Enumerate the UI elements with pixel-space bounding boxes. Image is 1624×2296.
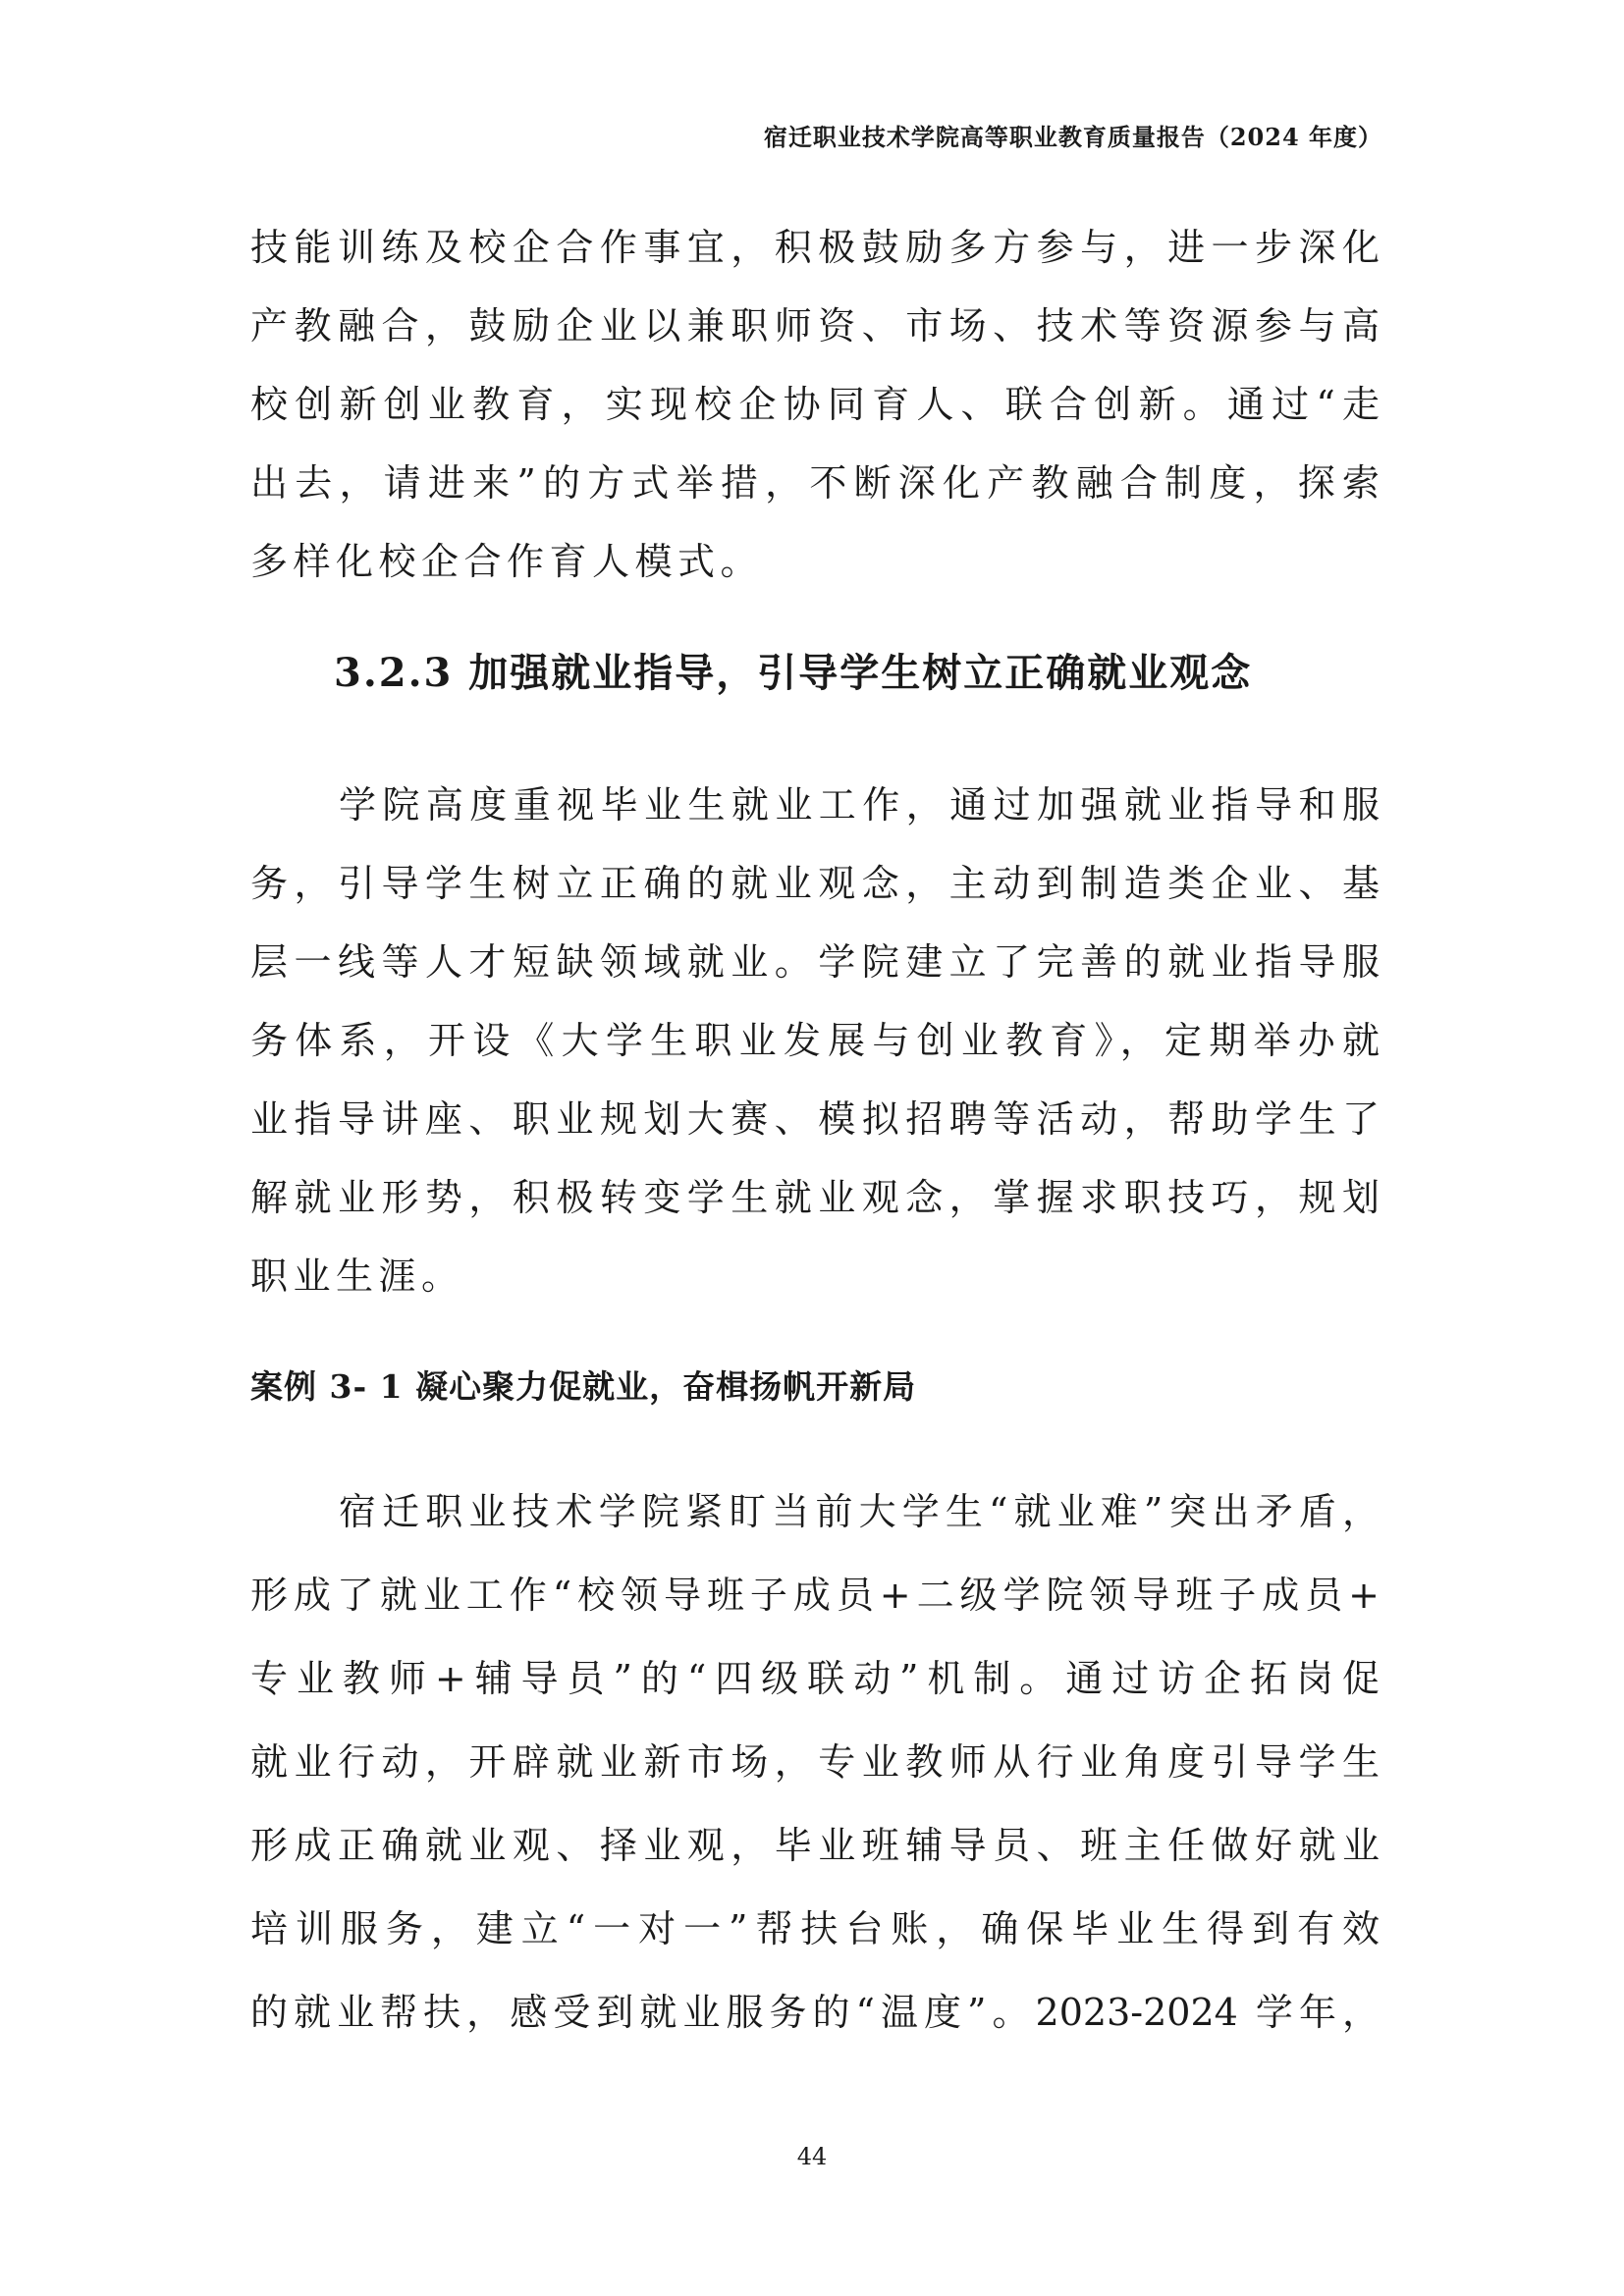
paragraph-3-line-2: 形成了就业工作“校领导班子成员+二级学院领导班子成员+: [250, 1574, 1380, 1617]
paragraph-3-line-1: 宿迁职业技术学院紧盯当前大学生“就业难”突出矛盾，: [339, 1490, 1380, 1533]
paragraph-3-line-5: 形成正确就业观、择业观，毕业班辅导员、班主任做好就业: [250, 1824, 1380, 1867]
page-number: 44: [796, 2143, 828, 2170]
paragraph-3-line-3: 专业教师+辅导员”的“四级联动”机制。通过访企拓岗促: [250, 1657, 1380, 1700]
section-heading: 3.2.3 加强就业指导，引导学生树立正确就业观念: [334, 650, 1253, 696]
paragraph-1-line-3: 校创新创业教育，实现校企协同育人、联合创新。通过“走: [250, 383, 1380, 426]
paragraph-2-line-2: 务，引导学生树立正确的就业观念，主动到制造类企业、基: [250, 862, 1380, 905]
paragraph-2-line-6: 解就业形势，积极转变学生就业观念，掌握求职技巧，规划: [250, 1176, 1380, 1219]
paragraph-3-line-7: 的就业帮扶，感受到就业服务的“温度”。2023-2024 学年，: [250, 1991, 1380, 2034]
report-header: 宿迁职业技术学院高等职业教育质量报告（2024 年度）: [763, 123, 1382, 151]
paragraph-2-line-5: 业指导讲座、职业规划大赛、模拟招聘等活动，帮助学生了: [250, 1097, 1380, 1141]
case-title: 案例 3- 1 凝心聚力促就业，奋楫扬帆开新局: [250, 1367, 917, 1406]
paragraph-2-line-3: 层一线等人才短缺领域就业。学院建立了完善的就业指导服: [250, 940, 1380, 984]
paragraph-1-line-5: 多样化校企合作育人模式。: [250, 540, 764, 583]
paragraph-1-line-4: 出去，请进来”的方式举措，不断深化产教融合制度，探索: [250, 461, 1380, 505]
paragraph-2-line-4: 务体系，开设《大学生职业发展与创业教育》，定期举办就: [250, 1019, 1380, 1062]
paragraph-3-line-4: 就业行动，开辟就业新市场，专业教师从行业角度引导学生: [250, 1740, 1380, 1784]
paragraph-2-line-7: 职业生涯。: [250, 1255, 464, 1298]
paragraph-2-line-1: 学院高度重视毕业生就业工作，通过加强就业指导和服: [339, 783, 1380, 827]
paragraph-1-line-2: 产教融合，鼓励企业以兼职师资、市场、技术等资源参与高: [250, 304, 1380, 347]
paragraph-3-line-6: 培训服务，建立“一对一”帮扶台账，确保毕业生得到有效: [250, 1907, 1380, 1950]
paragraph-1-line-1: 技能训练及校企合作事宜，积极鼓励多方参与，进一步深化: [250, 226, 1380, 269]
